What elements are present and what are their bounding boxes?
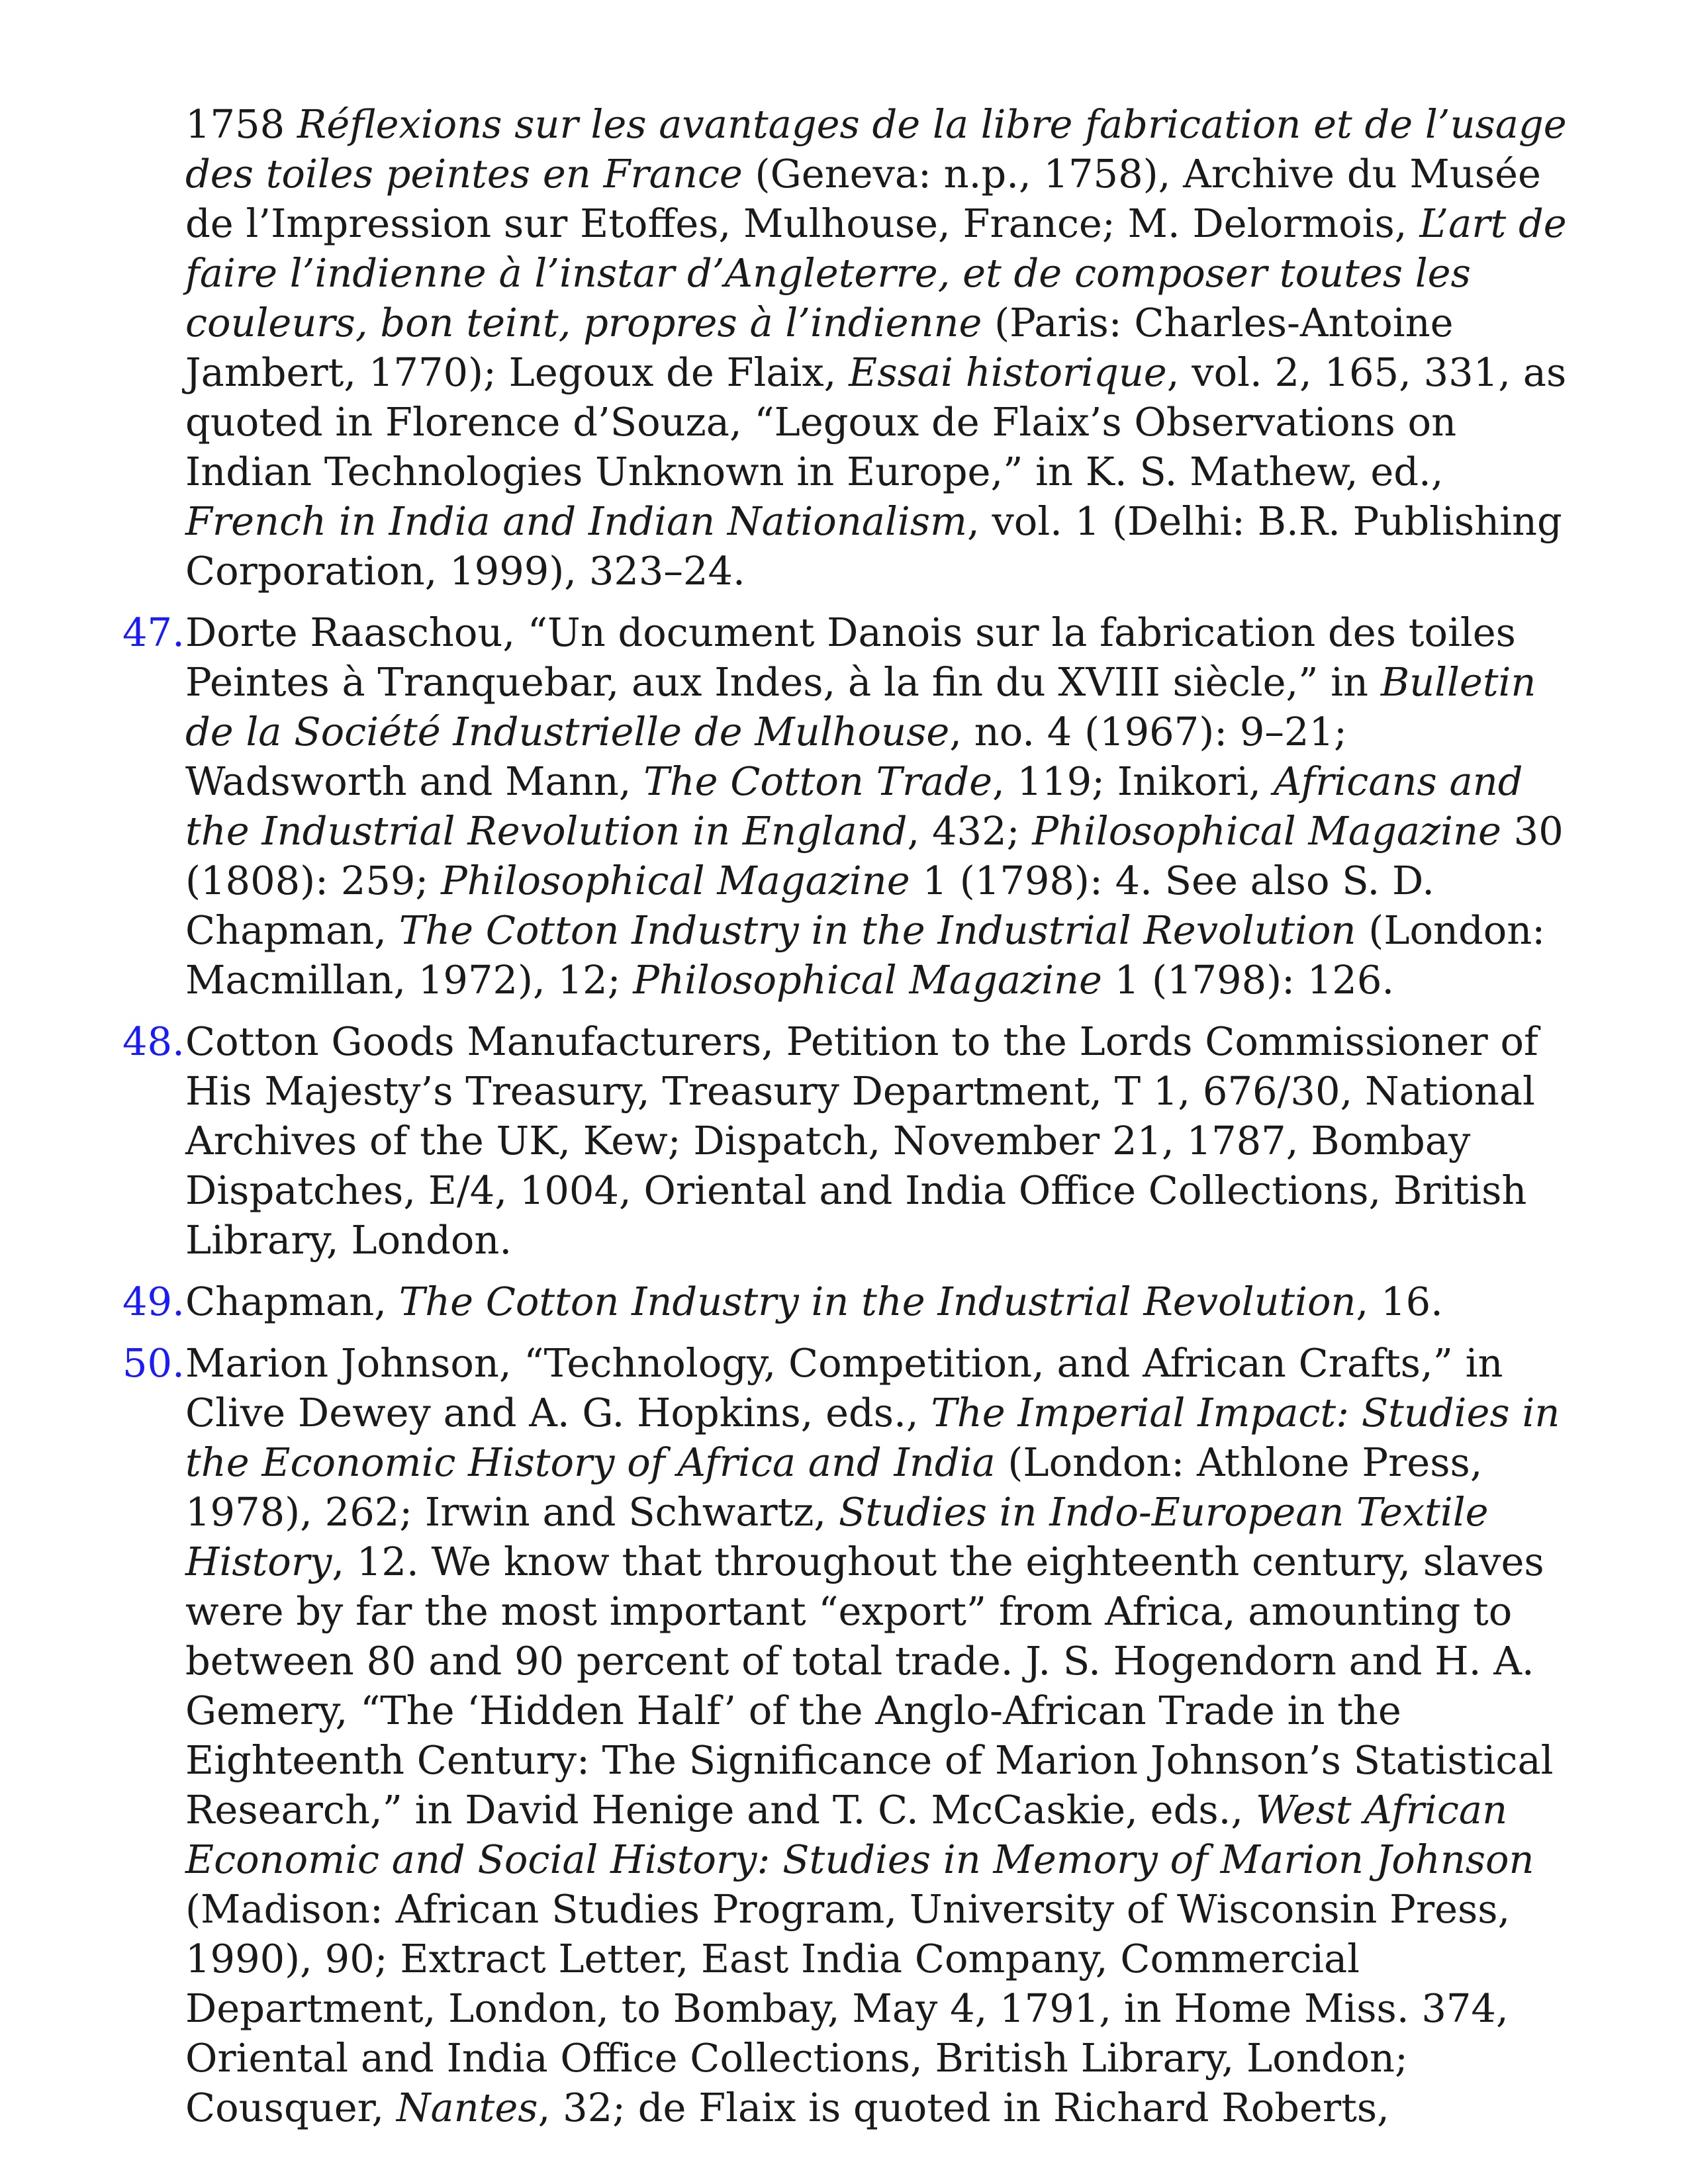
text-segment: (Madison: African Studies Program, University of Wisconsin Press, 1990), 90; Extract Letter, East India Company, Commercial Department, London, to Bombay, May 4, 1791, in Home Miss. 374, Oriental and India Office Collections, British Library, London; Cousquer, xyxy=(185,1886,1511,2130)
text-segment: , 12. We know that throughout the eighteenth century, slaves were by far the most important “export” from Africa, amounting to between 80 and 90 percent of total trade. J. S. Hogendorn and H. A. Gemery, “The ‘Hidden Half’ of the Anglo-African Trade in the Eighteenth Century: The Significance of Marion Johnson’s Statistical Research,” in David Henige and T. C. McCaskie, eds., xyxy=(185,1539,1554,1833)
text-segment: Marion Johnson, “Technology, Competition, and African Crafts,” in Clive Dewey and A. G. Hopkins, eds., xyxy=(185,1340,1503,1435)
endnote-49 xyxy=(122,1277,1572,1326)
endnote-text xyxy=(185,1279,1443,1324)
text-segment: , 432; xyxy=(907,808,1033,854)
text-segment: , vol. 2, 165, 331, as quoted in Florence d’Souza, “Legoux de Flaix’s Observations on Indian Technologies Unknown in Europe,” in K. S. Mathew, ed., xyxy=(185,349,1567,494)
endnote-48 xyxy=(122,1017,1572,1265)
text-segment: , no. 4 (1967): 9–21; Wadsworth and Mann, xyxy=(185,709,1347,804)
endnote-backlink[interactable]: 50. xyxy=(122,1340,185,1386)
endnotes-page xyxy=(122,99,1572,2144)
endnote-50 xyxy=(122,1338,1572,2132)
text-segment: , vol. 1 (Delhi: B.R. Publishing Corporation, 1999), 323–24. xyxy=(185,498,1562,594)
endnote-number[interactable] xyxy=(122,1338,185,1388)
italic-title: Philosophical Magazine xyxy=(633,957,1102,1003)
text-segment: , 16. xyxy=(1356,1279,1443,1324)
endnote-text xyxy=(185,1340,1560,2130)
text-segment: Chapman, xyxy=(185,1279,399,1324)
text-segment: Cotton Goods Manufacturers, Petition to the Lords Commissioner of His Majesty’s Treasury, Treasury Department, T 1, 676/30, National Archives of the UK, Kew; Dispatch, November 21, 1787, Bombay Dispatches, E/4, 1004, Oriental and India Office Collections, British Library, London. xyxy=(185,1019,1538,1263)
italic-title: Studies in Indo-European Textile History xyxy=(185,1489,1489,1584)
italic-title: Africans and the Industrial Revolution in England xyxy=(185,758,1523,854)
endnote-text xyxy=(185,1019,1538,1263)
text-segment: , 32; de Flaix is quoted in Richard Roberts, xyxy=(538,2085,1389,2130)
italic-title: The Imperial Impact: Studies in the Economic History of Africa and India xyxy=(185,1390,1560,1485)
text-segment: 1758 xyxy=(185,101,297,147)
text-segment: (Paris: Charles-Antoine Jambert, 1770); Legoux de Flaix, xyxy=(185,300,1454,395)
text-segment: (London: Macmillan, 1972), 12; xyxy=(185,907,1546,1003)
italic-title: French in India and Indian Nationalism xyxy=(185,498,967,544)
italic-title: Bulletin de la Société Industrielle de Mulhouse xyxy=(185,659,1536,754)
italic-title: The Cotton Industry in the Industrial Revolution xyxy=(399,1279,1356,1324)
endnote-backlink[interactable]: 47. xyxy=(122,610,185,655)
text-segment: (London: Athlone Press, 1978), 262; Irwin and Schwartz, xyxy=(185,1439,1483,1535)
endnote-backlink[interactable]: 49. xyxy=(122,1279,185,1324)
italic-title: Essai historique xyxy=(849,349,1167,395)
text-segment: 1 (1798): 4. See also S. D. Chapman, xyxy=(185,858,1435,953)
endnote-text xyxy=(185,101,1567,594)
text-segment: 1 (1798): 126. xyxy=(1102,957,1395,1003)
text-segment: Dorte Raaschou, “Un document Danois sur la fabrication des toiles Peintes à Tranquebar, aux Indes, à la fin du XVIII siècle,” in xyxy=(185,610,1516,705)
italic-title: West African Economic and Social History: Studies in Memory of Marion Johnson xyxy=(185,1787,1534,1882)
italic-title: The Cotton Trade xyxy=(643,758,993,804)
endnote-text xyxy=(185,610,1564,1003)
endnote-number[interactable] xyxy=(122,1277,185,1326)
italic-title: Philosophical Magazine xyxy=(441,858,910,903)
endnote-backlink[interactable]: 48. xyxy=(122,1019,185,1064)
italic-title: Réflexions sur les avantages de la libre fabrication et de l’usage des toiles peintes en France xyxy=(185,101,1567,197)
text-segment: (Geneva: n.p., 1758), Archive du Musée de l’Impression sur Etoffes, Mulhouse, France; M. Delormois, xyxy=(185,151,1541,246)
italic-title: The Cotton Industry in the Industrial Revolution xyxy=(399,907,1356,953)
italic-title: Nantes xyxy=(396,2085,538,2130)
endnote-continued xyxy=(122,99,1572,596)
italic-title: Philosophical Magazine xyxy=(1032,808,1501,854)
italic-title: L’art de faire l’indienne à l’instar d’Angleterre, et de composer toutes les couleurs, bon teint, propres à l’indienne xyxy=(185,201,1567,345)
text-segment: 30 (1808): 259; xyxy=(185,808,1564,903)
endnote-number[interactable] xyxy=(122,608,185,657)
text-segment: , 119; Inikori, xyxy=(992,758,1274,804)
endnote-number[interactable] xyxy=(122,1017,185,1066)
endnote-47 xyxy=(122,608,1572,1005)
